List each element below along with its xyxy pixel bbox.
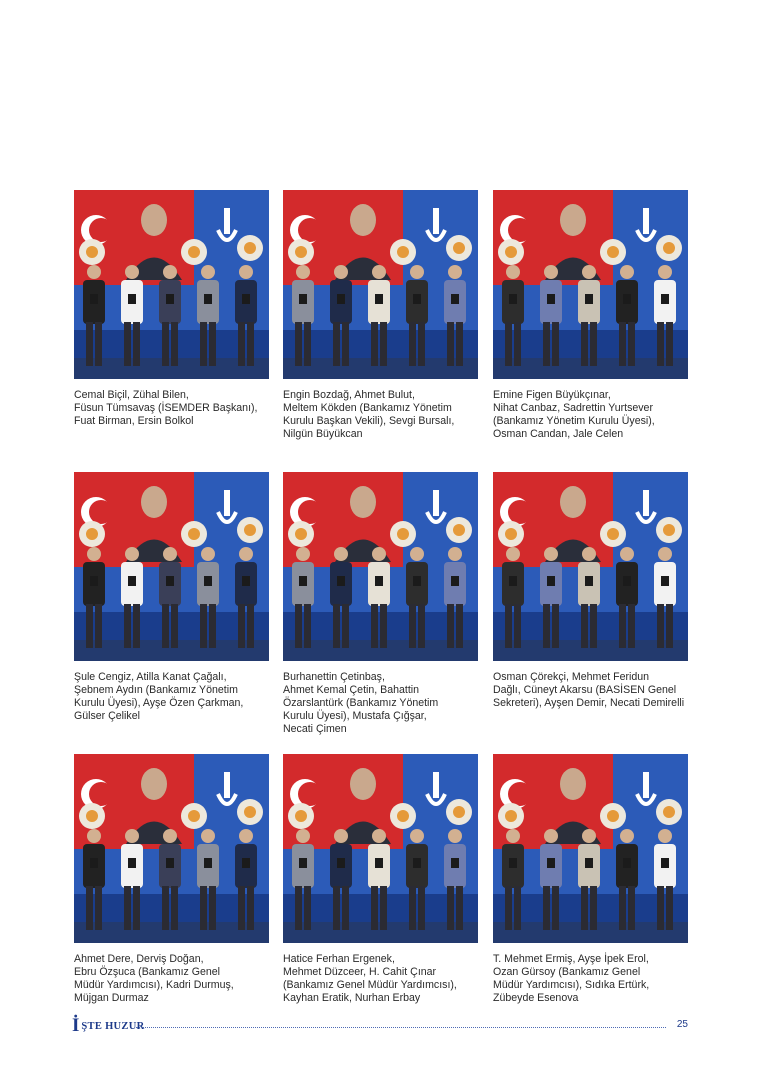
photo-caption: Ahmet Dere, Derviş Doğan, Ebru Özşuca (Bankamız Genel Müdür Yardımcısı), Kadri Durmuş, Müjgan Durmaz: [74, 953, 234, 1004]
group-photo: [493, 190, 688, 379]
photo-card: [283, 190, 478, 441]
group-photo: [493, 472, 688, 661]
logo-text: ŞTE HUZUR: [81, 1020, 145, 1032]
photo-card: [493, 754, 688, 1005]
group-photo: [74, 472, 269, 661]
photo-card: [74, 472, 269, 723]
photo-caption: Hatice Ferhan Ergenek, Mehmet Düzceer, H. Cahit Çınar (Bankamız Genel Müdür Yardımcısı), Kayhan Eratik, Nurhan Erbay: [283, 953, 457, 1004]
photo-caption: Emine Figen Büyükçınar, Nihat Canbaz, Sadrettin Yurtsever (Bankamız Yönetim Kurulu Üyesi), Osman Candan, Jale Celen: [493, 389, 655, 440]
photo-caption: Osman Çörekçi, Mehmet Feridun Dağlı, Cüneyt Akarsu (BASİSEN Genel Sekreteri), Ayşen Demir, Necati Demirelli: [493, 671, 685, 709]
logo-mark: İ: [72, 1015, 80, 1036]
photo-card: [74, 190, 269, 428]
group-photo: [283, 754, 478, 943]
photo-card: [493, 190, 688, 441]
page-number: 25: [676, 1019, 688, 1030]
photo-card: [493, 472, 688, 710]
photo-card: [74, 754, 269, 1005]
group-photo: [283, 472, 478, 661]
photo-caption: Burhanettin Çetinbaş, Ahmet Kemal Çetin, Bahattin Özarslantürk (Bankamız Yönetim Kurulu Üyesi), Mustafa Çığşar, Necati Çimen: [283, 671, 439, 735]
group-photo: [74, 190, 269, 379]
photo-card: [283, 754, 478, 1005]
photo-caption: Şule Cengiz, Atilla Kanat Çağalı, Şebnem Aydın (Bankamız Yönetim Kurulu Üyesi), Ayşe Özen Çarkman, Gülser Çelikel: [74, 671, 244, 722]
photo-caption: Engin Bozdağ, Ahmet Bulut, Meltem Kökden (Bankamız Yönetim Kurulu Başkan Vekili), Sevgi Bursalı, Nilgün Büyükcan: [283, 389, 455, 440]
footer-divider: [136, 1027, 666, 1028]
group-photo: [493, 754, 688, 943]
page-footer: [72, 1015, 688, 1037]
photo-caption: T. Mehmet Ermiş, Ayşe İpek Erol, Ozan Gürsoy (Bankamız Genel Müdür Yardımcısı), Sıdıka Ertürk, Zübeyde Esenova: [493, 953, 650, 1004]
group-photo: [283, 190, 478, 379]
group-photo: [74, 754, 269, 943]
photo-card: [283, 472, 478, 736]
photo-caption: Cemal Biçil, Zühal Bilen, Füsun Tümsavaş (İSEMDER Başkanı), Fuat Birman, Ersin Bolkol: [74, 389, 258, 427]
brand-logo: [72, 1015, 145, 1037]
